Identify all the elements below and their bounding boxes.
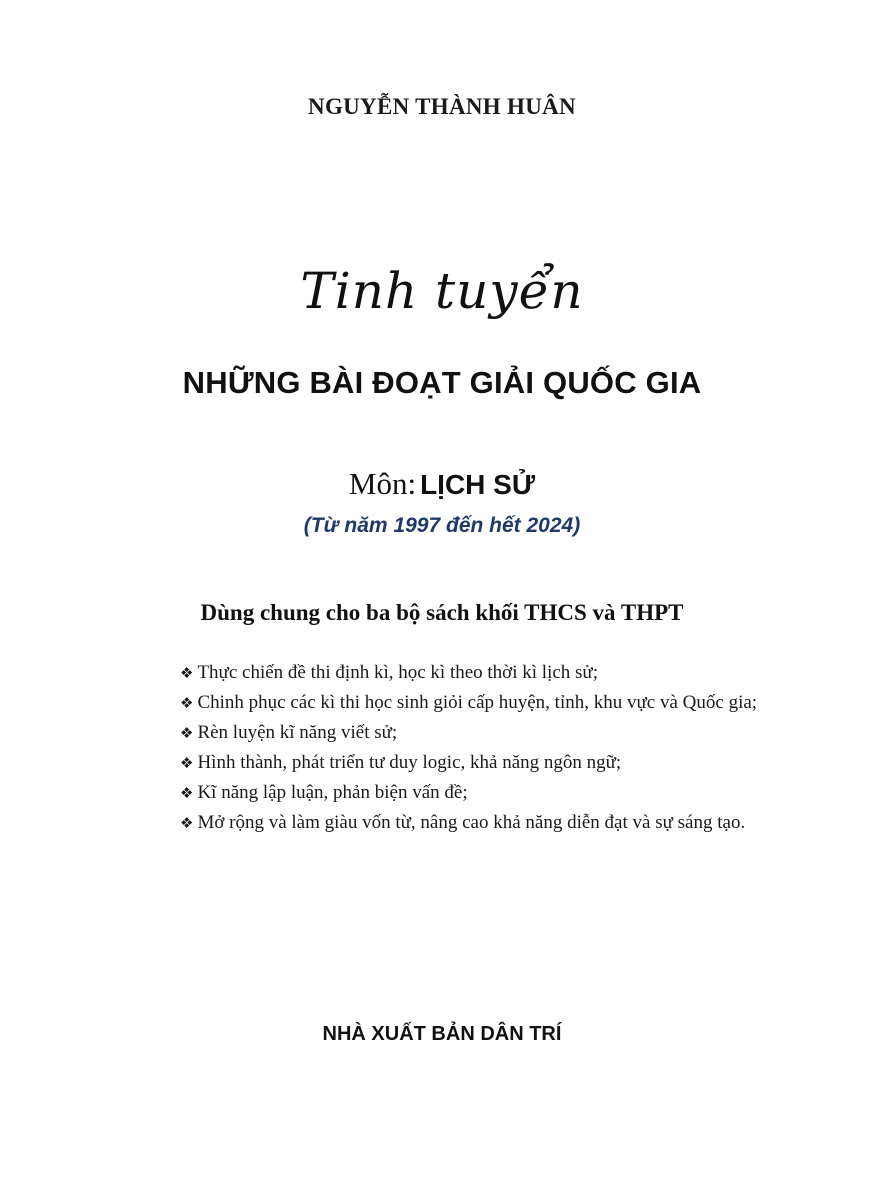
- feature-text: Mở rộng và làm giàu vốn từ, nâng cao khả năng diễn đạt và sự sáng tạo.: [197, 812, 746, 833]
- book-main-title: NHỮNG BÀI ĐOẠT GIẢI QUỐC GIA: [182, 365, 702, 400]
- feature-text: Chinh phục các kì thi học sinh giỏi cấp huyện, tỉnh, khu vực và Quốc gia;: [197, 692, 758, 713]
- feature-item: [180, 690, 780, 716]
- feature-item: [180, 660, 780, 686]
- subject-line: [0, 466, 884, 502]
- subject-name: LỊCH SỬ: [420, 469, 536, 500]
- feature-text: Thực chiến đề thi định kì, học kì theo thời kì lịch sử;: [197, 662, 599, 683]
- publisher-name: NHÀ XUẤT BẢN DÂN TRÍ: [322, 1023, 562, 1045]
- diamond-bullet-icon: ❖: [180, 814, 194, 832]
- diamond-bullet-icon: ❖: [180, 784, 194, 802]
- feature-item: [180, 720, 780, 746]
- diamond-bullet-icon: ❖: [180, 724, 194, 742]
- period-subtitle: (Từ năm 1997 đến hết 2024): [303, 514, 581, 537]
- diamond-bullet-icon: ❖: [180, 754, 194, 772]
- usage-note: Dùng chung cho ba bộ sách khối THCS và THPT: [200, 600, 684, 625]
- feature-item: [180, 810, 780, 836]
- script-title: Tinh tuyển: [300, 262, 584, 320]
- feature-text: Hình thành, phát triển tư duy logic, khả năng ngôn ngữ;: [197, 752, 622, 773]
- feature-text: Rèn luyện kĩ năng viết sử;: [197, 722, 398, 743]
- feature-text: Kĩ năng lập luận, phản biện vấn đề;: [197, 782, 468, 803]
- diamond-bullet-icon: ❖: [180, 664, 194, 682]
- diamond-bullet-icon: ❖: [180, 694, 194, 712]
- feature-item: [180, 750, 780, 776]
- feature-list: [180, 660, 780, 840]
- feature-item: [180, 780, 780, 806]
- author-name: NGUYỄN THÀNH HUÂN: [308, 94, 576, 119]
- subject-prefix: Môn:: [348, 466, 417, 501]
